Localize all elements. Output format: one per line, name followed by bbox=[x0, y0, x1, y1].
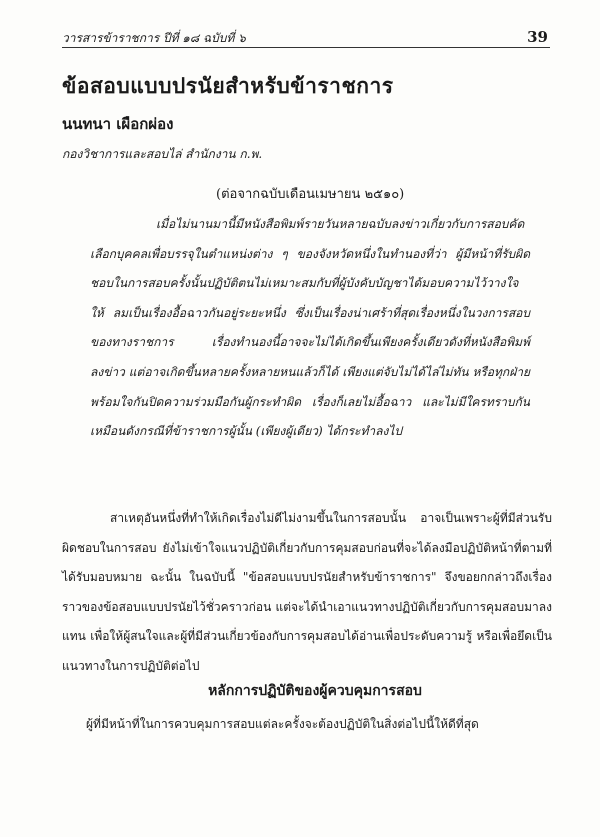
section-first-line: ผู้ที่มีหน้าที่ในการควบคุมการสอบแต่ละครั้งจะต้องปฏิบัติในสิ่งต่อไปนี้ให้ดีที่สุด bbox=[86, 717, 479, 731]
quote-paragraph: เมื่อไม่นานมานี้มีหนังสือพิมพ์รายวันหลายฉบับลงข่าวเกี่ยวกับการสอบคัดเลือกบุคคลเพื่อบรรจุในตำแหน่งต่าง ๆ ของจังหวัดหนึ่งในทำนองที่ว่า ผู้มีหน้าที่รับผิดชอบในการสอบครั้งนั้นปฏิบัติตนไม่เหมาะสมกับที่ผู้บังคับบัญชาได้มอบความไว้วางใจให้ ลมเป็นเรื่องอื้อฉาวกันอยู่ระยะหนึ่ง ซึ่งเป็นเรื่องน่าเศร้าที่สุดเรื่องหนึ่งในวงการสอบของทางราชการ เรื่องทำนองนี้อาจจะไม่ได้เกิดขึ้นเพียงครั้งเดียวดังที่หนังสือพิมพ์ลงข่าว แต่อาจเกิดขึ้นหลายครั้งหลายหนแล้วก็ได้ เพียงแต่จับไม่ได้ไล่ไม่ทัน หรือทุกฝ่ายพร้อมใจกันปิดความร่วมมือกันผู้กระทำผิด เรื่องก็เลยไม่อื้อฉาว และไม่มีใครทราบกันเหมือนดังกรณีที่ข้าราชการผู้นั้น (เพียงผู้เดียว) ได้กระทำลงไป bbox=[90, 217, 530, 439]
section-heading: หลักการปฏิบัติของผู้ควบคุมการสอบ bbox=[208, 683, 422, 699]
body-paragraph: สาเหตุอันหนึ่งที่ทำให้เกิดเรื่องไม่ดีไม่งามขึ้นในการสอบนั้น อาจเป็นเพราะผู้ที่มีส่วนรับผิดชอบในการสอบ ยังไม่เข้าใจแนวปฏิบัติเกี่ยวกับการคุมสอบก่อนที่จะได้ลงมือปฏิบัติหน้าที่ตามที่ได้รับมอบหมาย ฉะนั้น ในฉบับนี้ "ข้อสอบแบบปรนัยสำหรับข้าราชการ" จึงขอยกกล่าวถึงเรื่องราวของข้อสอบแบบปรนัยไว้ชั่วคราวก่อน แต่จะได้นำเอาแนวทางปฏิบัติเกี่ยวกับการคุมสอบมาลงแทน เพื่อให้ผู้สนใจและผู้ที่มีส่วนเกี่ยวข้องกับการคุมสอบได้อ่านเพื่อประดับความรู้ หรือเพื่อยึดเป็นแนวทางในการปฏิบัติต่อไป bbox=[62, 511, 552, 673]
continued-note: (ต่อจากฉบับเดือนเมษายน ๒๕๑๐) bbox=[216, 187, 405, 202]
header-rule bbox=[62, 47, 550, 48]
article-author: นนทนา เผือกผ่อง bbox=[62, 115, 174, 133]
article-title: ข้อสอบแบบปรนัยสำหรับข้าราชการ bbox=[62, 73, 394, 98]
journal-name: วารสารข้าราชการ ปีที่ ๑๘ ฉบับที่ ๖ bbox=[62, 31, 246, 45]
running-header bbox=[62, 28, 548, 48]
author-affiliation: กองวิชาการและสอบไล่ สำนักงาน ก.พ. bbox=[62, 147, 263, 161]
page-number: 39 bbox=[527, 28, 548, 46]
